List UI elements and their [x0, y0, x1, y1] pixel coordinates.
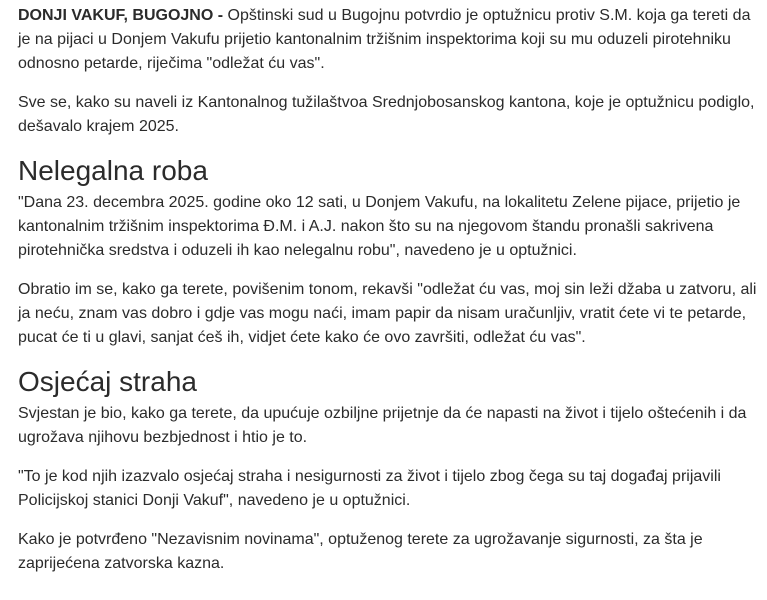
intro-paragraph	[18, 4, 761, 76]
paragraph-6: "To je kod njih izazvalo osjećaj straha i nesigurnosti za život i tijelo zbog čega su taj događaj prijavili Policijskoj stanici Donji Vakuf", navedeno je u optužnici.	[18, 468, 721, 509]
paragraph-3: "Dana 23. decembra 2025. godine oko 12 sati, u Donjem Vakufu, na lokalitetu Zelene pijace, prijetio je kantonalnim tržišnim inspektorima Đ.M. i A.J. nakon što su na njegovom štandu pronašli sakrivena pirotehnička sredstva i oduzeli ih kao nelegalnu robu", navedeno je u optužnici.	[18, 194, 741, 259]
paragraph-7: Kako je potvrđeno "Nezavisnim novinama", optuženog terete za ugrožavanje sigurnosti, za šta je zaprijećena zatvorska kazna.	[18, 531, 703, 572]
subheading-nelegalna-roba: Nelegalna roba	[18, 155, 208, 186]
dateline: DONJI VAKUF, BUGOJNO -	[18, 7, 224, 24]
intro-text: Opštinski sud u Bugojnu potvrdio je optužnicu protiv S.M. koja ga tereti da je na pijaci u Donjem Vakufu prijetio kantonalnim tržišnim inspektorima koji su mu oduzeli pirotehniku odnosno petarde, riječima "odležat ću vas".	[18, 7, 751, 72]
paragraph-2: Sve se, kako su naveli iz Kantonalnog tužilaštvoa Srednjobosanskog kantona, koje je optužnicu podiglo, dešavalo krajem 2025.	[18, 94, 755, 135]
paragraph-5: Svjestan je bio, kako ga terete, da upućuje ozbiljne prijetnje da će napasti na život i tijelo oštećenih i da ugrožava njihovu bezbjednost i htio je to.	[18, 405, 747, 446]
subheading-osjecaj-straha: Osjećaj straha	[18, 366, 197, 397]
paragraph-4: Obratio im se, kako ga terete, povišenim tonom, rekavši "odležat ću vas, moj sin leži džaba u zatvoru, ali ja neću, znam vas dobro i gdje vas mogu naći, imam papir da nisam uračunljiv, vratit ćete vi te petarde, pucat će ti u glavi, sanjat ćeš ih, vidjet ćete kako će ovo završiti, odležat ću vas".	[18, 281, 757, 346]
